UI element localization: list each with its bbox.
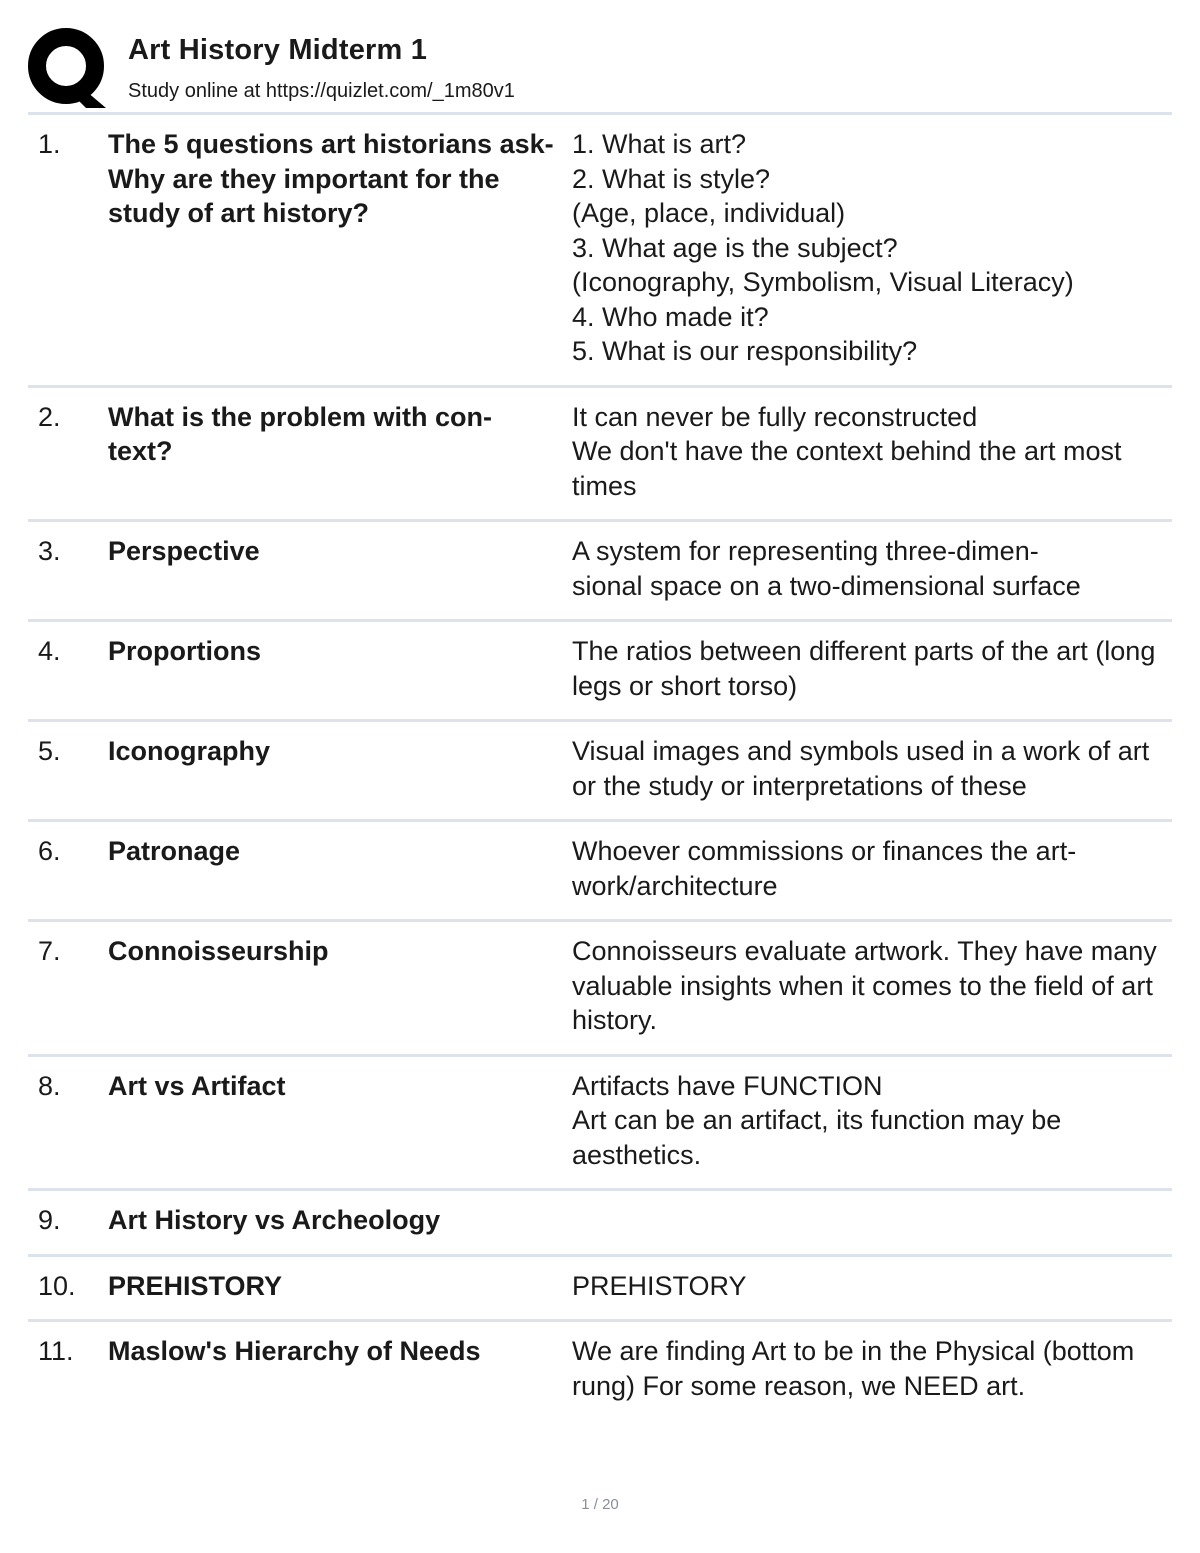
row-number: 11. (38, 1336, 74, 1366)
row-number: 8. (38, 1070, 61, 1101)
term: Art History vs Archeology (108, 1205, 441, 1235)
term: The 5 questions art historians ask-Why are they important for the study of art history? (108, 129, 554, 228)
row-number: 7. (38, 936, 61, 966)
term: Patronage (108, 836, 241, 866)
flashcard-row (28, 722, 1172, 822)
definition: The ratios between different parts of the art (long legs or short torso) (572, 636, 1156, 701)
row-number: 4. (38, 636, 61, 666)
definition: 1. What is art? 2. What is style? (Age, place, individual) 3. What age is the subject? (Iconography, Symbolism, Visual Literacy) 4. Who made it? 5. What is our responsibility? (572, 129, 1074, 366)
flashcard-list (28, 115, 1172, 1419)
flashcard-row (28, 1322, 1172, 1419)
term: Maslow's Hierarchy of Needs (108, 1336, 481, 1366)
term: PREHISTORY (108, 1270, 283, 1301)
row-number: 9. (38, 1205, 61, 1235)
flashcard-row (28, 388, 1172, 523)
definition: Artifacts have FUNCTION Art can be an artifact, its function may be aesthetics. (572, 1070, 1062, 1170)
flashcard-row (28, 1057, 1172, 1192)
definition: A system for representing three-dimen- sional space on a two-dimensional surface (572, 536, 1081, 601)
term: Perspective (108, 536, 260, 566)
flashcard-row (28, 522, 1172, 622)
row-number: 3. (38, 536, 61, 566)
row-number: 10. (38, 1270, 76, 1301)
definition: Whoever commissions or finances the art- work/architecture (572, 836, 1077, 901)
definition: Visual images and symbols used in a work of art or the study or interpretations of these (572, 736, 1150, 801)
flashcard-row (28, 1257, 1172, 1323)
definition: Connoisseurs evaluate artwork. They have many valuable insights when it comes to the field of art history. (572, 936, 1157, 1035)
flashcard-row (28, 822, 1172, 922)
page-number: 1 / 20 (581, 1496, 619, 1513)
definition: It can never be fully reconstructed We don't have the context behind the art most times (572, 401, 1122, 501)
flashcard-row (28, 1191, 1172, 1257)
definition: We are finding Art to be in the Physical (bottom rung) For some reason, we NEED art. (572, 1336, 1135, 1401)
flashcard-row (28, 922, 1172, 1057)
row-number: 5. (38, 736, 61, 766)
document-title: Art History Midterm 1 (128, 34, 428, 66)
row-number: 6. (38, 836, 61, 866)
flashcard-row (28, 622, 1172, 722)
term: Art vs Artifact (108, 1070, 286, 1101)
term: Connoisseurship (108, 936, 329, 966)
term: Proportions (108, 636, 261, 666)
row-number: 1. (38, 129, 61, 159)
definition: PREHISTORY (572, 1270, 747, 1301)
quizlet-q-logo-icon (28, 28, 108, 108)
term: What is the problem with con- text? (108, 401, 492, 466)
row-number: 2. (38, 401, 61, 432)
document-header (28, 28, 1172, 112)
term: Iconography (108, 736, 271, 766)
study-online-link[interactable]: Study online at https://quizlet.com/_1m80v1 (128, 80, 515, 102)
flashcard-row (28, 115, 1172, 388)
